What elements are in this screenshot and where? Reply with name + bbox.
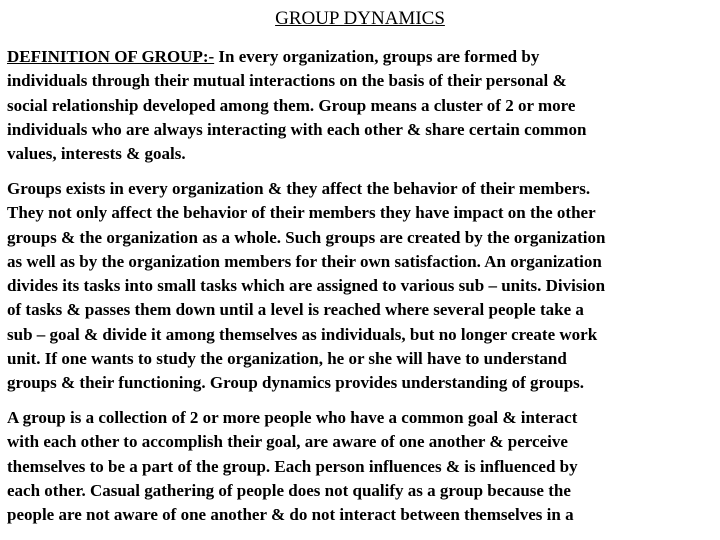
paragraph-line: people are not aware of one another & do not interact between themselves in a [7,505,574,525]
paragraph-line: themselves to be a part of the group. Each person influences & is influenced by [7,456,578,476]
paragraph-line: groups & the organization as a whole. Such groups are created by the organization [7,227,606,247]
paragraph-line: A group is a collection of 2 or more people who have a common goal & interact [7,408,578,427]
paragraph-line [7,45,586,69]
paragraph-line: individuals through their mutual interactions on the basis of their personal & [7,71,567,91]
paragraph-line: groups & their functioning. Group dynamics provides understanding of groups. [7,373,585,393]
paragraph-line: values, interests & goals. [7,144,186,164]
paragraph-line: sub – goal & divide it among themselves as individuals, but no longer create work [7,324,598,344]
paragraph-line: social relationship developed among them. Group means a cluster of 2 or more [7,95,576,115]
paragraph-line: with each other to accomplish their goal, are aware of one another & perceive [7,432,568,452]
body-paragraph-2 [7,177,605,396]
paragraph-line: Groups exists in every organization & they affect the behavior of their members. [7,179,591,198]
definition-first-line-text: In every organization, groups are formed by [214,47,540,66]
paragraph-line: divides its tasks into small tasks which are assigned to various sub – units. Division [7,276,606,296]
definition-paragraph [7,45,586,166]
paragraph-line: unit. If one wants to study the organization, he or she will have to understand [7,349,567,369]
page-title: GROUP DYNAMICS [275,8,445,29]
paragraph-line: of tasks & passes them down until a level is reached where several people take a [7,300,584,320]
paragraph-line: They not only affect the behavior of their members they have impact on the other [7,203,596,223]
paragraph-line: individuals who are always interacting with each other & share certain common [7,119,587,139]
paragraph-line: as well as by the organization members for their own satisfaction. An organization [7,251,602,271]
body-paragraph-3 [7,406,578,527]
definition-label: DEFINITION OF GROUP:- [7,47,215,66]
paragraph-line: each other. Casual gathering of people does not qualify as a group because the [7,480,571,500]
